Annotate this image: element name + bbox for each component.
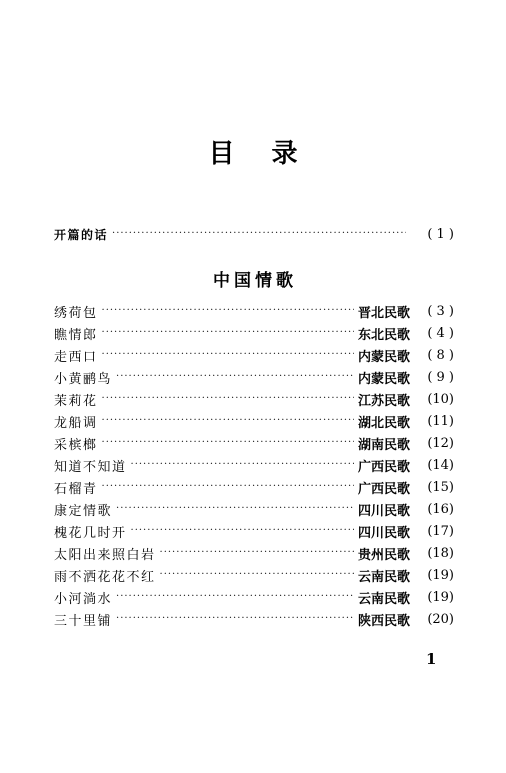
song-origin: 内蒙民歌 [357,349,410,365]
page-title: 目 录 [208,139,312,169]
dot-leader [160,542,354,564]
song-title: 采槟榔 [54,437,98,453]
dot-leader [102,476,354,498]
toc-entry [54,564,454,586]
toc-entry [54,344,454,366]
toc-entry [54,388,454,410]
song-origin: 广西民歌 [357,459,410,475]
dot-leader [131,454,354,476]
section-title: 中国情歌 [213,271,297,291]
entry-page-number: (18) [427,545,454,561]
song-origin: 广西民歌 [357,481,410,497]
toc-entry [54,454,454,476]
entry-page-number: (17) [427,523,454,539]
song-origin: 湖南民歌 [357,437,410,453]
entry-page-number: (14) [427,457,454,473]
song-title: 瞧情郎 [54,327,98,343]
song-title: 小黄鹂鸟 [54,371,113,387]
dot-leader [131,520,354,542]
toc-entry [54,432,454,454]
song-origin: 四川民歌 [357,503,410,519]
song-title: 绣荷包 [54,305,98,321]
toc-entry [54,586,454,608]
entry-page-number: ( 9 ) [427,369,454,385]
dot-leader [116,498,354,520]
toc-entry [54,520,454,542]
song-origin: 四川民歌 [357,525,410,541]
toc-entry [54,608,454,630]
song-title: 龙船调 [54,415,98,431]
dot-leader [160,564,354,586]
toc-entry [54,410,454,432]
song-origin: 江苏民歌 [357,393,410,409]
song-origin: 陕西民歌 [357,613,410,629]
song-title: 槐花几时开 [54,525,127,541]
entry-page-number: (16) [427,501,454,517]
entry-page-number: ( 3 ) [427,303,454,319]
dot-leader [102,300,354,322]
entry-page-number: (19) [427,589,454,605]
toc-entry [54,498,454,520]
preface-page-number: ( 1 ) [427,226,454,242]
entry-page-number: (15) [427,479,454,495]
song-origin: 内蒙民歌 [357,371,410,387]
entry-page-number: ( 8 ) [427,347,454,363]
song-origin: 东北民歌 [357,327,410,343]
toc-entry [54,476,454,498]
song-title: 石榴青 [54,481,98,497]
dot-leader [116,366,354,388]
song-title: 知道不知道 [54,459,127,475]
entry-page-number: (10) [427,391,454,407]
page-number: 1 [426,650,437,668]
preface-entry [54,223,454,245]
dot-leader [102,322,354,344]
song-title: 三十里铺 [54,613,113,629]
entry-page-number: (19) [427,567,454,583]
dot-leader [116,608,354,630]
song-title: 雨不洒花花不红 [54,569,156,585]
song-title: 康定情歌 [54,503,113,519]
entry-page-number: ( 4 ) [427,325,454,341]
preface-label: 开篇的话 [54,227,109,242]
toc-entry [54,322,454,344]
toc-entry [54,300,454,322]
dot-leader [116,586,354,608]
song-title: 茉莉花 [54,393,98,409]
dot-leader [102,432,354,454]
toc-entry [54,542,454,564]
dot-leader [102,410,354,432]
dot-leader [102,344,354,366]
song-title: 太阳出来照白岩 [54,547,156,563]
song-origin: 晋北民歌 [357,305,410,321]
song-origin: 云南民歌 [357,591,410,607]
song-title: 小河淌水 [54,591,113,607]
dot-leader [112,223,406,245]
entry-page-number: (11) [427,413,454,429]
song-origin: 湖北民歌 [357,415,410,431]
song-origin: 云南民歌 [357,569,410,585]
song-title: 走西口 [54,349,98,365]
entry-page-number: (20) [427,611,454,627]
dot-leader [102,388,354,410]
entry-page-number: (12) [427,435,454,451]
toc-entry [54,366,454,388]
song-origin: 贵州民歌 [357,547,410,563]
